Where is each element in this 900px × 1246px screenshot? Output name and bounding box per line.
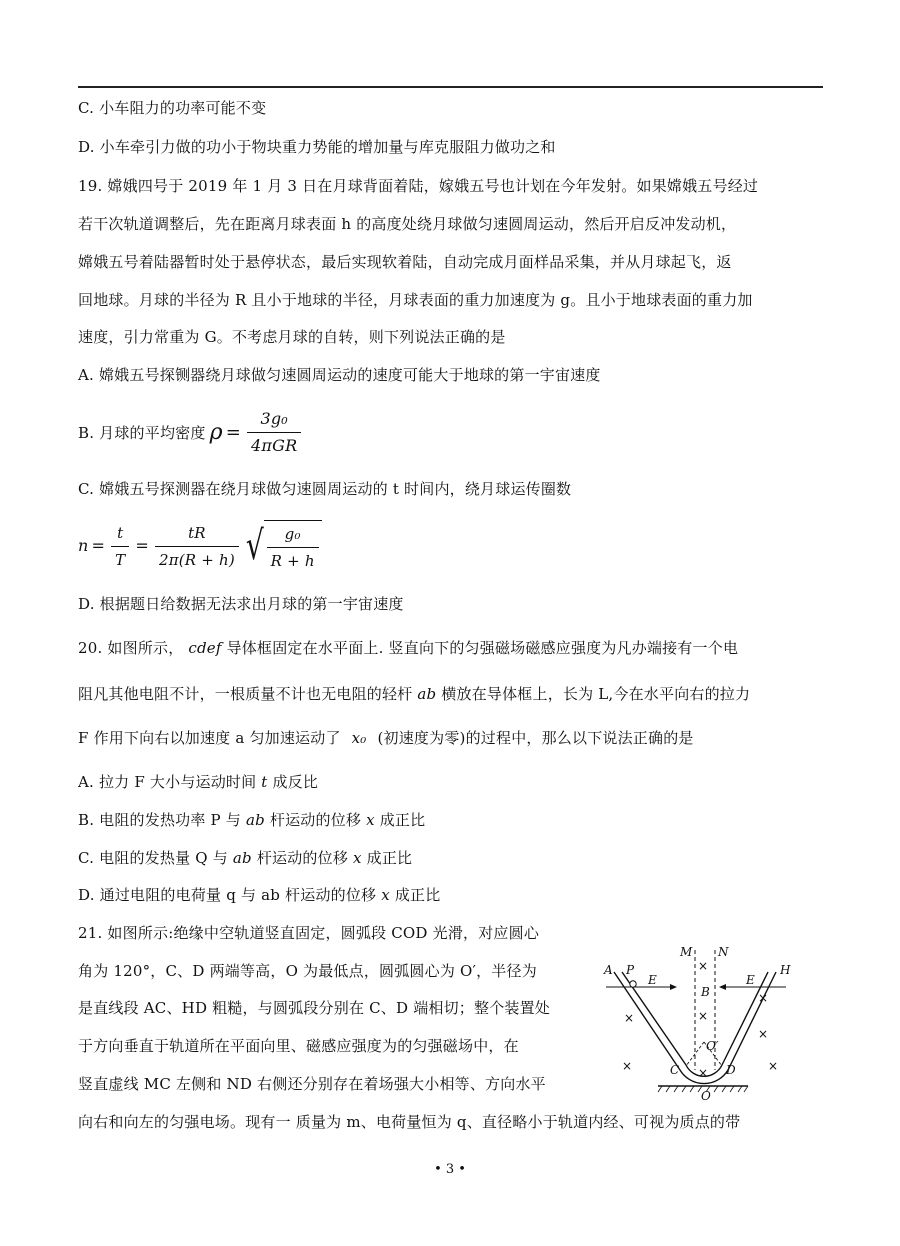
q20-line3	[78, 727, 694, 749]
q20-line3-end: (初速度为零)的过程中，那么以下说法正确的是	[377, 729, 694, 747]
q19-option-c: C. 嫦娥五号探测器在绕月球做匀速圆周运动的 t 时间内，绕月球运传圈数	[78, 480, 572, 498]
density-fraction	[247, 408, 301, 457]
sqrt-fraction	[267, 523, 319, 572]
q20-option-c	[78, 847, 412, 869]
label-b: B	[701, 985, 710, 999]
label-o: O	[701, 1089, 711, 1102]
track-diagram	[598, 942, 796, 1102]
cross-mark: ×	[698, 1009, 709, 1023]
q20-line1-start: 20. 如图所示，	[78, 639, 184, 657]
q19-line5: 速度，引力常重为 G。不考虑月球的自转，则下列说法正确的是	[78, 328, 506, 346]
cross-mark: ×	[698, 1066, 709, 1080]
option-c-prev: C. 小车阻力的功率可能不变	[78, 99, 267, 117]
q20-option-d	[78, 884, 440, 906]
label-d: D	[726, 1063, 736, 1077]
q20-option-b	[78, 809, 425, 831]
cross-mark: ×	[624, 1011, 635, 1025]
q20-a-end: 成反比	[272, 773, 319, 791]
sqrt-denominator: R + h	[267, 547, 319, 572]
field-arrow-right-head	[719, 984, 726, 990]
x-variable: x	[366, 811, 375, 829]
option-b-text: B. 月球的平均密度	[78, 423, 206, 442]
ab-symbol: ab	[232, 849, 252, 867]
q20-c-end: 成正比	[366, 849, 413, 867]
q21-line2: 角为 120°，C、D 两端等高，O 为最低点，圆弧圆心为 O′，半径为	[78, 962, 537, 980]
label-c: C	[670, 1063, 680, 1077]
q20-line3-start: F 作用下向右以加速度 a 匀加速运动了	[78, 729, 341, 747]
q20-c-mid: 杆运动的位移	[256, 849, 349, 867]
q19-line4: 回地球。月球的半径为 R 且小于地球的半径，月球表面的重力加速度为 g。且小于地球表面的重力加	[78, 291, 753, 309]
option-d-prev: D. 小车牵引力做的功小于物块重力势能的增加量与库克服阻力做功之和	[78, 138, 556, 156]
q20-line2-end: 横放在导体框上，长为 L,今在水平向右的拉力	[441, 685, 751, 703]
q19-formula-n	[78, 520, 322, 572]
q20-line2	[78, 683, 750, 705]
cross-mark: ×	[758, 1027, 769, 1041]
radical-sign: √	[245, 523, 264, 569]
q21-line1: 21. 如图所示:绝缘中空轨道竖直固定，圆弧段 COD 光滑，对应圆心	[78, 924, 540, 942]
cross-mark: ×	[622, 1059, 633, 1073]
rho-symbol: ρ	[209, 419, 223, 445]
q20-line1	[78, 637, 738, 659]
x-variable: x	[352, 849, 362, 867]
q20-option-a	[78, 771, 318, 793]
page-number: • 3 •	[434, 1162, 466, 1177]
label-h: H	[780, 963, 791, 977]
label-n: N	[718, 945, 729, 959]
t-numerator: t	[117, 523, 124, 542]
n-symbol: n	[78, 536, 89, 555]
x0-symbol: x₀	[351, 729, 367, 747]
q19-line3: 嫦娥五号着陆器暂时处于悬停状态，最后实现软着陆，自动完成月面样品采集，并从月球起飞，返	[78, 253, 732, 271]
cross-mark: ×	[768, 1059, 779, 1073]
q20-line1-end: 导体框固定在水平面上. 竖直向下的匀强磁场磁感应强度为凡办端接有一个电	[226, 639, 739, 657]
q19-option-d: D. 根据题日给数据无法求出月球的第一宇宙速度	[78, 595, 404, 613]
label-e-left: E	[648, 973, 657, 987]
tR-denominator: 2π(R + h)	[155, 546, 239, 571]
ab-symbol: ab	[245, 811, 265, 829]
t-over-T	[111, 522, 129, 571]
q21-line6: 向右和向左的匀强电场。现有一 质量为 m、电荷量恒为 q、直径略小于轨道内经、可视为质点的带	[78, 1113, 741, 1131]
label-p: P	[626, 963, 635, 977]
q19-line2: 若干次轨道调整后，先在距离月球表面 h 的高度处绕月球做匀速圆周运动，然后开启反冲发动机，	[78, 215, 737, 233]
label-e-right: E	[746, 973, 755, 987]
sqrt-numerator: g₀	[284, 525, 301, 543]
q19-option-b	[78, 408, 304, 457]
density-numerator: 3g₀	[260, 409, 288, 428]
q20-b-start: B. 电阻的发热功率 P 与	[78, 811, 241, 829]
tR-fraction	[155, 522, 239, 571]
equals-sign: =	[91, 536, 106, 555]
sqrt-expression	[242, 520, 322, 572]
particle-p	[630, 981, 636, 987]
top-rule	[78, 86, 823, 88]
q20-c-start: C. 电阻的发热量 Q 与	[78, 849, 228, 867]
q19-line1: 19. 嫦娥四号于 2019 年 1 月 3 日在月球背面着陆，嫁娥五号也计划在今年发射。如果嫦娥五号经过	[78, 177, 759, 195]
x-variable: x	[381, 886, 390, 904]
cross-mark: ×	[758, 991, 769, 1005]
equals-sign: =	[225, 421, 241, 443]
q19-option-a: A. 嫦娥五号探铡器绕月球做匀速圆周运动的速度可能大于地球的第一宇宙速度	[78, 366, 601, 384]
field-arrow-left-head	[670, 984, 677, 990]
q20-a-start: A. 拉力 F 大小与运动时间	[78, 773, 257, 791]
q21-line3: 是直线段 AC、HD 粗糙，与圆弧段分别在 C、D 端相切；整个装置处	[78, 999, 550, 1017]
t-variable: t	[261, 773, 268, 791]
q21-line4: 于方向垂直于轨道所在平面向里、磁感应强度为的匀强磁场中，在	[78, 1037, 519, 1055]
q20-b-end: 成正比	[379, 811, 426, 829]
q20-b-mid: 杆运动的位移	[269, 811, 362, 829]
density-denominator: 4πGR	[247, 432, 301, 457]
q20-d-end: 成正比	[394, 886, 441, 904]
equals-sign: =	[135, 536, 149, 555]
q20-line2-start: 阻凡其他电阻不计，一根质量不计也无电阻的轻杆	[78, 685, 413, 703]
q21-line5: 竖直虚线 MC 左侧和 ND 右侧还分别存在着场强大小相等、方向水平	[78, 1075, 546, 1093]
q20-d-start: D. 通过电阻的电荷量 q 与 ab 杆运动的位移	[78, 886, 377, 904]
cdef-symbol: cdef	[188, 639, 222, 657]
label-a: A	[604, 963, 613, 977]
T-denominator: T	[111, 546, 129, 571]
label-m: M	[680, 945, 693, 959]
tR-numerator: tR	[188, 523, 206, 542]
label-o-prime: O′	[706, 1039, 719, 1053]
cross-mark: ×	[698, 959, 709, 973]
ab-symbol: ab	[417, 685, 437, 703]
